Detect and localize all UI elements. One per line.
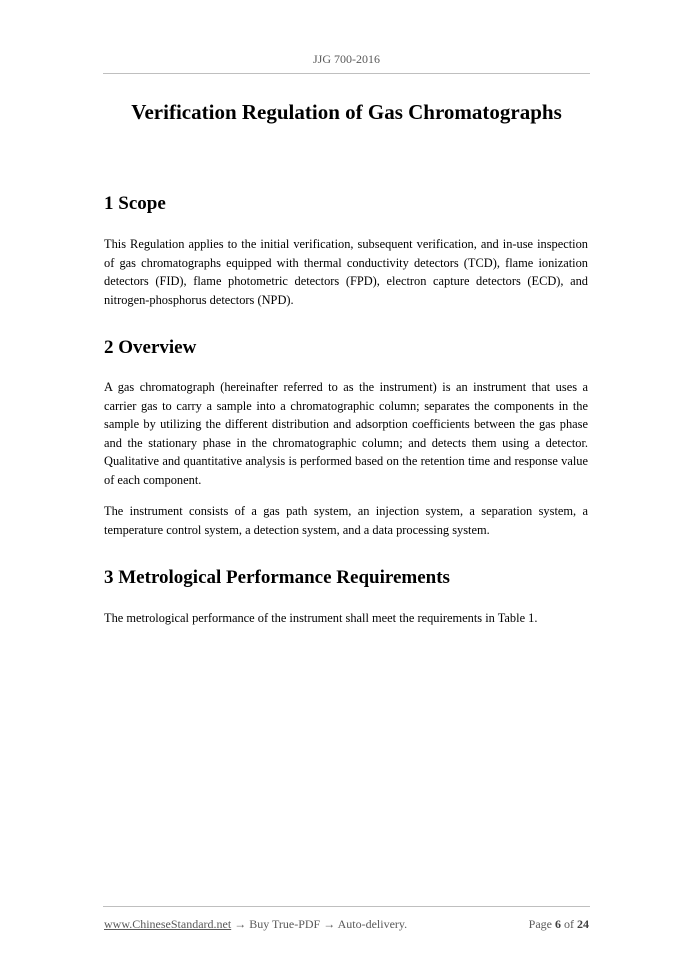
website-link[interactable]: www.ChineseStandard.net xyxy=(104,917,232,931)
footer-links xyxy=(104,917,407,932)
page-total: 24 xyxy=(577,917,589,931)
section-heading-scope: 1 Scope xyxy=(104,193,166,214)
section-heading-metrological: 3 Metrological Performance Requirements xyxy=(104,567,450,588)
overview-paragraph-1: A gas chromatograph (hereinafter referred to as the instrument) is an instrument that uses a carrier gas to carry a sample into a chromatographic column; separates the components in the sample by utilizing the different distribution and adsorption coefficients between the gas phase and the stationary phase in the chromatographic column; and detects them using a detector. Qualitative and quantitative analysis is performed based on the retention time and response value of each component. xyxy=(104,380,588,487)
buy-true-pdf-link[interactable]: Buy True-PDF xyxy=(249,917,321,931)
arrow-right-icon: → xyxy=(323,917,336,931)
section-heading-overview: 2 Overview xyxy=(104,337,197,358)
document-title: Verification Regulation of Gas Chromatographs xyxy=(131,100,562,124)
page-current: 6 xyxy=(555,917,561,931)
auto-delivery-text: Auto-delivery. xyxy=(337,917,408,931)
running-header: JJG 700-2016 xyxy=(312,52,380,66)
page-number xyxy=(529,917,589,932)
header-divider xyxy=(103,73,590,74)
metrological-paragraph: The metrological performance of the instrument shall meet the requirements in Table 1. xyxy=(104,611,538,625)
page-label: Page xyxy=(528,917,552,931)
arrow-right-icon: → xyxy=(234,917,247,931)
footer-divider xyxy=(103,906,590,907)
scope-paragraph: This Regulation applies to the initial verification, subsequent verification, and in-use inspection of gas chromatographs equipped with thermal conductivity detectors (TCD), flame ionization detectors (FID), flame photometric detectors (FPD), electron capture detectors (ECD), and nitrogen-phosphorus detectors (NPD). xyxy=(104,237,588,307)
page-of-label: of xyxy=(564,917,574,931)
overview-paragraph-2: The instrument consists of a gas path system, an injection system, a separation system, a temperature control system, a detection system, and a data processing system. xyxy=(104,504,588,537)
